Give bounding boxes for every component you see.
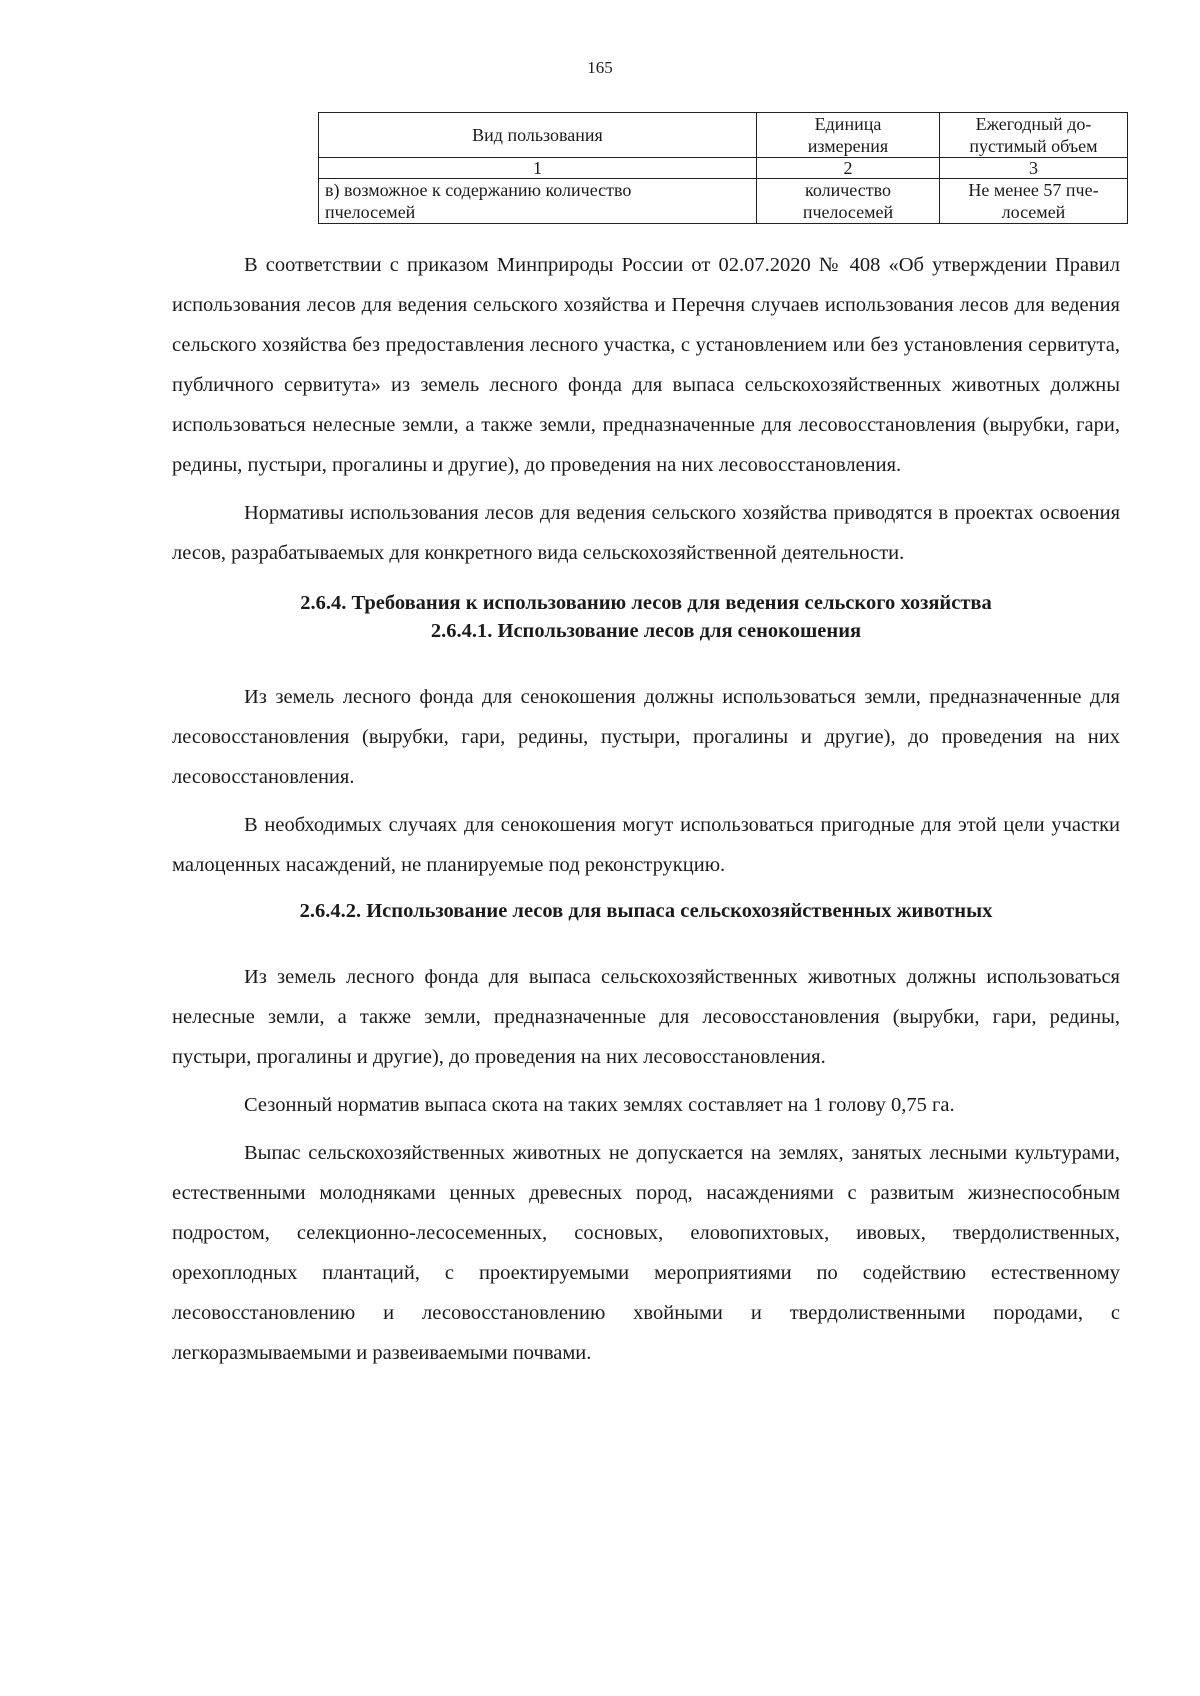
cell-unit: количество пчелосемей bbox=[757, 179, 940, 224]
paragraph-haymaking-lands: Из земель лесного фонда для сенокошения должны использоваться земли, предназначенные для лесовосстановления (вырубки, гари, редины, пустыри, прогалины и другие), до проведения на них лесовосстановления. bbox=[172, 686, 1120, 788]
table-column-numbers-row bbox=[319, 158, 1128, 179]
table-row bbox=[319, 179, 1128, 224]
usage-table-container bbox=[318, 112, 1128, 224]
cell-annual-volume: Не менее 57 пче- лосемей bbox=[940, 179, 1128, 224]
column-number-2: 2 bbox=[757, 158, 940, 179]
paragraph-order-reference: В соответствии с приказом Минприроды России от 02.07.2020 № 408 «Об утверждении Правил использования лесов для ведения сельского хозяйства и Перечня случаев использования лесов для ведения сельского хозяйства без предоставления лесного участка, с установлением или без установления сервитута, публичного сервитута» из земель лесного фонда для выпаса сельскохозяйственных животных должны использоваться нелесные земли, а также земли, предназначенные для лесовосстановления (вырубки, гари, редины, пустыри, прогалины и другие), до проведения на них лесовосстановления. bbox=[172, 254, 1120, 476]
cell-usage-type: в) возможное к содержанию количество пчелосемей bbox=[319, 179, 757, 224]
header-annual-volume: Ежегодный до- пустимый объем bbox=[940, 113, 1128, 158]
section-heading-2-6-4-2: 2.6.4.2. Использование лесов для выпаса сельскохозяйственных животных bbox=[299, 900, 993, 922]
table-header-row bbox=[319, 113, 1128, 158]
header-usage-type: Вид пользования bbox=[319, 113, 757, 158]
paragraph-norms: Нормативы использования лесов для ведения сельского хозяйства приводятся в проектах освоения лесов, разрабатываемых для конкретного вида сельскохозяйственной деятельности. bbox=[172, 502, 1120, 564]
section-heading-2-6-4: 2.6.4. Требования к использованию лесов для ведения сельского хозяйства bbox=[300, 592, 992, 614]
section-heading-2-6-4-1: 2.6.4.1. Использование лесов для сенокошения bbox=[430, 620, 862, 642]
column-number-3: 3 bbox=[940, 158, 1128, 179]
column-number-1: 1 bbox=[319, 158, 757, 179]
paragraph-grazing-lands: Из земель лесного фонда для выпаса сельскохозяйственных животных должны использоваться нелесные земли, а также земли, предназначенные для лесовосстановления (вырубки, гари, редины, пустыри, прогалины и другие), до проведения на них лесовосстановления. bbox=[172, 966, 1120, 1068]
document-body bbox=[172, 245, 1120, 1373]
paragraph-grazing-norm: Сезонный норматив выпаса скота на таких землях составляет на 1 голову 0,75 га. bbox=[244, 1094, 955, 1116]
paragraph-haymaking-cases: В необходимых случаях для сенокошения могут использоваться пригодные для этой цели участки малоценных насаждений, не планируемые под реконструкцию. bbox=[172, 814, 1120, 876]
paragraph-grazing-restrictions: Выпас сельскохозяйственных животных не допускается на землях, занятых лесными культурами, естественными молодняками ценных древесных пород, насаждениями с развитым жизнеспособным подростом, селекционно-лесосеменных, сосновых, еловопихтовых, ивовых, твердолиственных, орехоплодных плантаций, с проектируемыми мероприятиями по содействию естественному лесовосстановлению и лесовосстановлению хвойными и твердолиственными породами, с легкоразмываемыми и развеиваемыми почвами. bbox=[172, 1142, 1120, 1364]
header-unit: Единица измерения bbox=[757, 113, 940, 158]
page-number: 165 bbox=[587, 58, 613, 77]
usage-table bbox=[318, 112, 1128, 224]
